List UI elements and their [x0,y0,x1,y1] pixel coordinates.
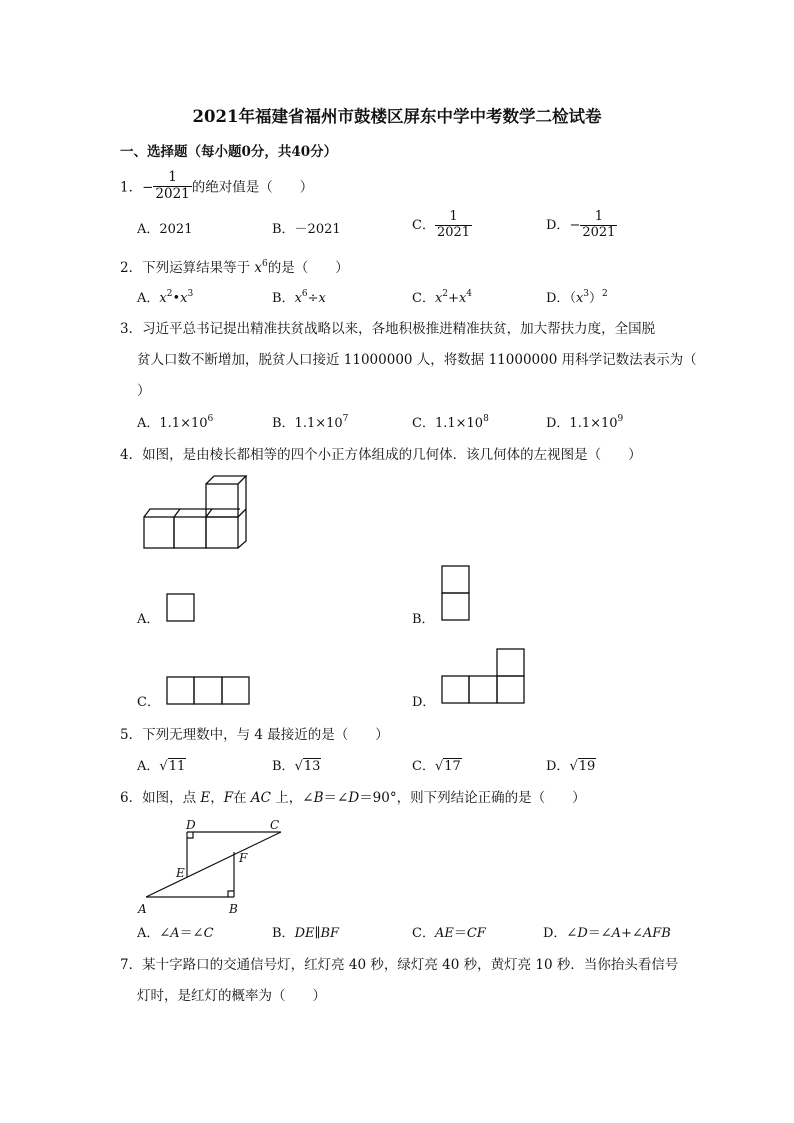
question-text: 下列运算结果等于 [142,260,251,276]
radical: √17 [434,759,461,774]
question-text: 的绝对值是（ ） [191,179,314,196]
fraction-denominator: 2021 [155,185,190,202]
geometry-figure [136,815,296,920]
question-number: 1． [120,179,143,196]
option-b[interactable]: B．－2021 [272,222,341,237]
fraction [580,210,617,241]
radical: √13 [294,759,321,774]
option-d[interactable]: D．√19 [546,759,596,774]
question-4: 4．如图，是由棱长都相等的四个小正方体组成的几何体．该几何体的左视图是（ ） [120,447,642,463]
view-a-figure [166,593,196,623]
option-c[interactable]: C．AE＝CF [412,926,486,941]
radical: √19 [569,759,596,774]
option-a[interactable]: A． [137,612,160,627]
point-label-a: A [138,902,147,916]
option-d[interactable]: D．$1.1\times 10^9$ [546,414,624,431]
option-d[interactable]: D．$(x^3)^2$ [546,289,608,306]
option-b[interactable]: B．√13 [272,759,321,774]
option-b[interactable]: B． [412,612,435,627]
view-b-figure [441,565,471,623]
fraction-denominator: 2021 [582,224,616,240]
option-b[interactable]: B．$x^6\div x$ [272,289,326,306]
question-6: 6．如图，点 E，F在 AC 上，∠B＝∠D＝90°，则下列结论正确的是（ ） [120,790,586,806]
option-c[interactable]: C．$1.1\times 10^8$ [412,414,489,431]
option-label: D． [546,217,570,233]
option-c[interactable]: C． [137,695,160,710]
page-title: 2021年福建省福州市鼓楼区屏东中学中考数学二检试卷 [192,107,602,126]
question-5: 5．下列无理数中，与 4 最接近的是（ ） [120,727,389,743]
fraction-numerator: 1 [580,210,617,226]
question-text: 的是（ ） [267,260,349,276]
fraction-numerator: 1 [435,210,472,226]
view-d-figure [441,648,527,706]
option-label: C． [412,217,435,233]
question-3-line-1: 3．习近平总书记提出精准扶贫战略以来，各地积极推进精准扶贫，加大帮扶力度，全国脱 [120,321,656,337]
point-label-e: E [176,866,185,880]
point-label-d: D [186,818,196,832]
point-label-f: F [239,851,248,865]
question-2 [120,259,349,276]
option-a[interactable]: A．∠A＝∠C [137,926,214,941]
point-label-b: B [229,902,238,916]
question-3-line-2: 贫人口数不断增加，脱贫人口接近 11000000 人，将数据 11000000 用科学记数法表示为（ [137,352,697,368]
fraction [435,210,472,241]
option-d[interactable]: D．∠D＝∠A+∠AFB [543,926,671,941]
option-c[interactable]: C．√17 [412,759,461,774]
option-a[interactable]: A．$1.1\times 10^6$ [137,414,214,431]
fraction-numerator: 1 [153,170,191,187]
view-c-figure [166,676,252,706]
minus-sign: − [142,179,154,196]
exponent: 6 [262,259,268,269]
option-c[interactable]: C．$x^2+x^4$ [412,289,473,306]
option-c[interactable] [412,210,472,241]
question-3-line-3: ） [137,383,151,399]
section-heading: 一、选择题（每小题0分，共40分） [120,144,338,160]
option-b[interactable]: B．DE∥BF [272,926,340,941]
question-7-line-2: 灯时，是红灯的概率为（ ） [137,988,326,1004]
question-number: 2． [120,260,143,276]
option-b[interactable]: B．$1.1\times 10^7$ [272,414,349,431]
question-1 [120,169,314,202]
minus-sign: − [569,217,581,233]
radical: √11 [159,759,186,774]
option-d[interactable] [546,210,617,241]
question-7-line-1: 7．某十字路口的交通信号灯，红灯亮 40 秒，绿灯亮 40 秒，黄灯亮 10 秒．当你抬头看信号 [120,957,679,973]
option-a[interactable]: A．$x^2•x^3$ [137,289,194,306]
option-a[interactable]: A．2021 [137,222,193,237]
cube-figure [140,472,255,552]
option-a[interactable]: A．√11 [137,759,186,774]
fraction-denominator: 2021 [436,224,471,240]
option-d[interactable]: D． [412,695,436,710]
fraction [153,170,191,202]
point-label-c: C [270,818,280,832]
variable: x [254,260,263,276]
